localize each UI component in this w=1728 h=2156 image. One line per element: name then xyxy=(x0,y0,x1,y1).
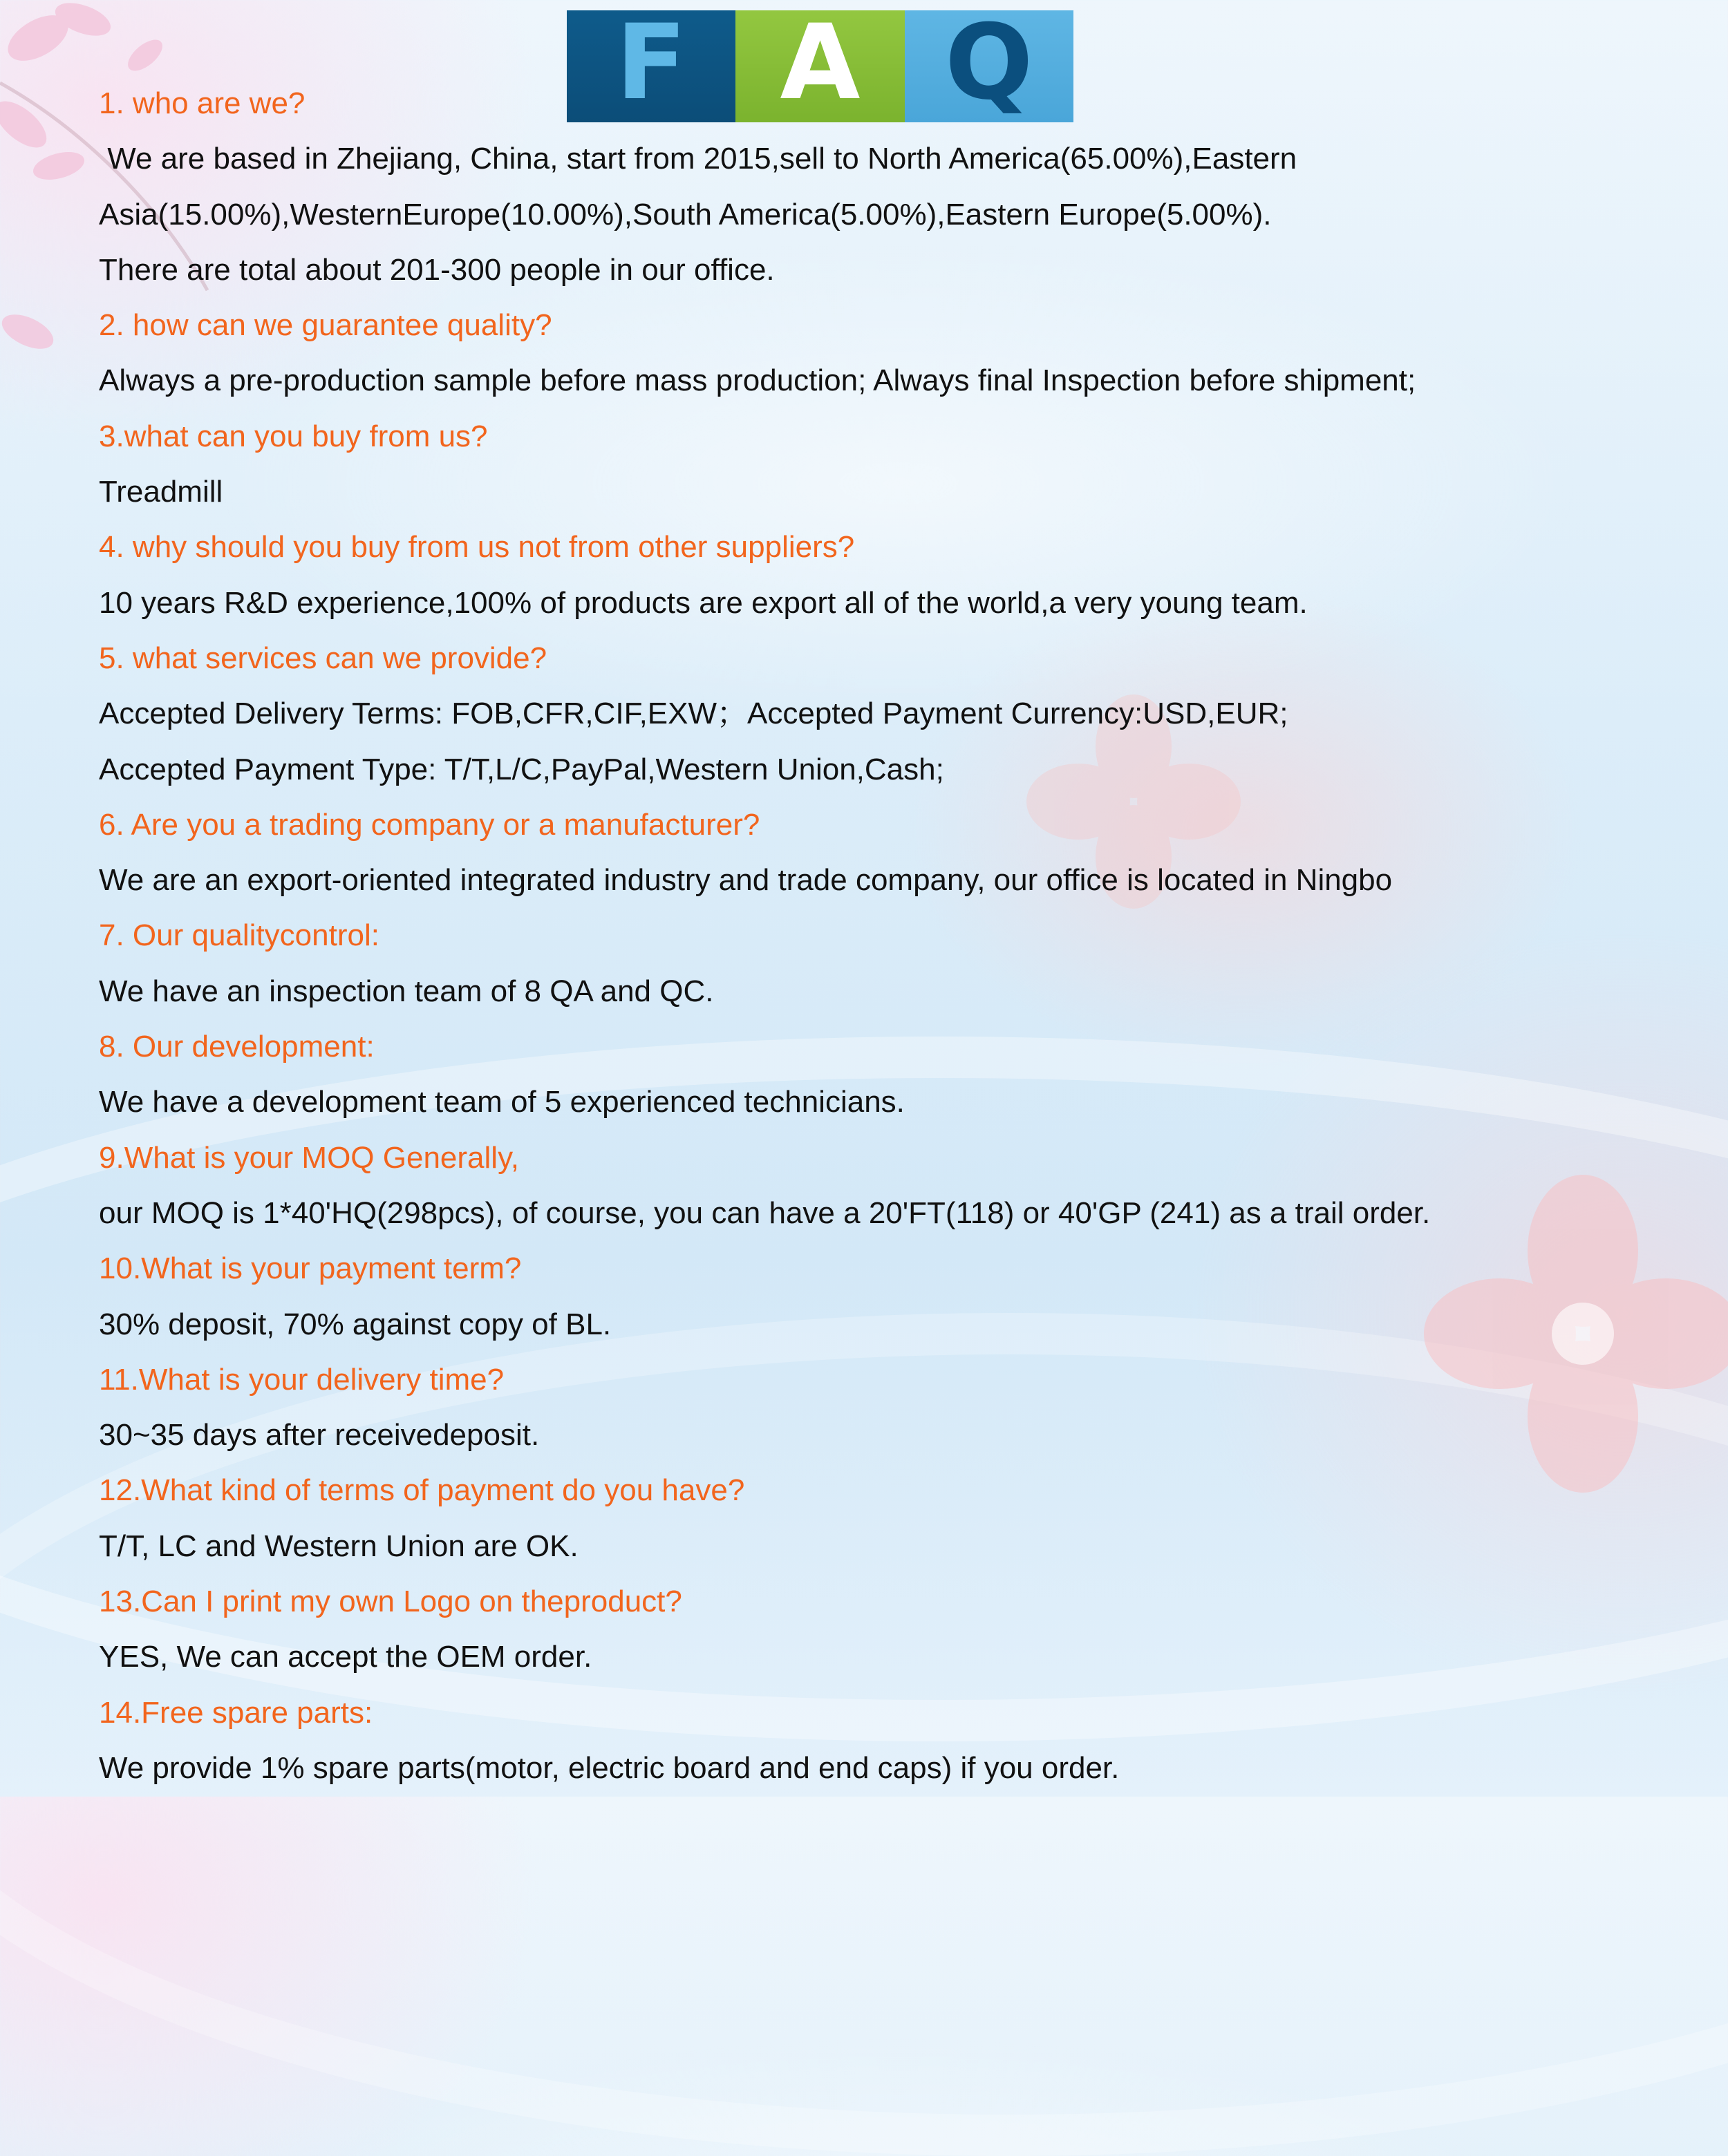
faq-question-4: 4. why should you buy from us not from other suppliers? xyxy=(99,530,855,565)
faq-question-9: 9.What is your MOQ Generally, xyxy=(99,1140,520,1175)
faq-question-8: 8. Our development: xyxy=(99,1030,375,1064)
faq-question-14: 14.Free spare parts: xyxy=(99,1695,373,1730)
faq-answer-10: 30% deposit, 70% against copy of BL. xyxy=(99,1307,612,1341)
faq-question-2: 2. how can we guarantee quality? xyxy=(99,308,552,343)
faq-answer-5-line-2: Accepted Payment Type: T/T,L/C,PayPal,Western Union,Cash; xyxy=(99,752,944,786)
faq-answer-1-line-3: There are total about 201-300 people in our office. xyxy=(99,252,775,287)
faq-question-1: 1. who are we? xyxy=(99,86,306,120)
faq-answer-2: Always a pre-production sample before mass production; Always final Inspection before shipment; xyxy=(99,363,1416,398)
faq-answer-1-line-1: We are based in Zhejiang, China, start from 2015,sell to North America(65.00%),Eastern xyxy=(99,142,1297,176)
faq-question-11: 11.What is your delivery time? xyxy=(99,1362,505,1397)
faq-question-13: 13.Can I print my own Logo on theproduct? xyxy=(99,1585,682,1619)
faq-answer-9: our MOQ is 1*40'HQ(298pcs), of course, you can have a 20'FT(118) or 40'GP (241) as a trail order. xyxy=(99,1195,1431,1230)
faq-answer-4: 10 years R&D experience,100% of products are export all of the world,a very young team. xyxy=(99,585,1308,620)
faq-question-12: 12.What kind of terms of payment do you have? xyxy=(99,1473,745,1508)
faq-question-7: 7. Our qualitycontrol: xyxy=(99,918,379,953)
logo-letter-a: A xyxy=(780,3,861,123)
faq-question-10: 10.What is your payment term? xyxy=(99,1251,522,1286)
faq-answer-7: We have an inspection team of 8 QA and QC. xyxy=(99,974,714,1008)
faq-answer-3: Treadmill xyxy=(99,475,223,509)
faq-answer-6: We are an export-oriented integrated industry and trade company, our office is located in Ningbo xyxy=(99,863,1393,898)
logo-letter-q: Q xyxy=(945,3,1033,123)
faq-answer-12: T/T, LC and Western Union are OK. xyxy=(99,1529,579,1563)
faq-answer-1-line-2: Asia(15.00%),WesternEurope(10.00%),South America(5.00%),Eastern Europe(5.00%). xyxy=(99,197,1272,231)
faq-answer-11: 30~35 days after receivedeposit. xyxy=(99,1418,540,1453)
faq-question-6: 6. Are you a trading company or a manufacturer? xyxy=(99,807,760,842)
faq-answer-8: We have a development team of 5 experienced technicians. xyxy=(99,1085,905,1119)
faq-answer-14: We provide 1% spare parts(motor, electric board and end caps) if you order. xyxy=(99,1750,1120,1785)
faq-question-5: 5. what services can we provide? xyxy=(99,641,547,675)
logo-letter-f: F xyxy=(615,3,687,123)
faq-answer-13: YES, We can accept the OEM order. xyxy=(99,1640,592,1674)
faq-question-3: 3.what can you buy from us? xyxy=(99,419,488,453)
faq-answer-5-line-1: Accepted Delivery Terms: FOB,CFR,CIF,EXW；Accepted Payment Currency:USD,EUR; xyxy=(99,697,1288,731)
faq-list xyxy=(99,76,1689,1796)
